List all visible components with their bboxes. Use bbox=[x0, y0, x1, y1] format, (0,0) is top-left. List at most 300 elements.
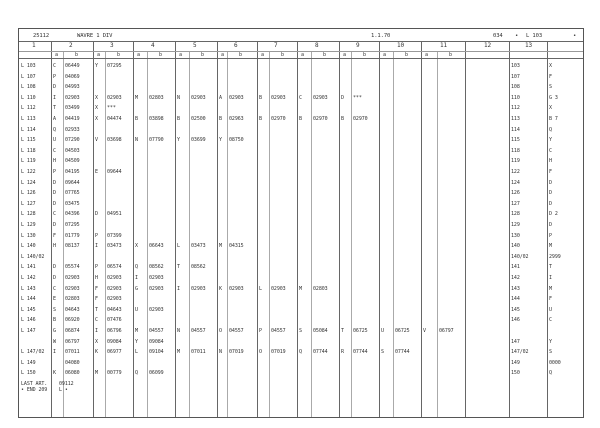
cell-code: D bbox=[53, 190, 56, 197]
cell-code: T bbox=[341, 328, 344, 334]
cell-value: 02903 bbox=[191, 285, 206, 292]
cell-code: M bbox=[95, 370, 98, 377]
cell-code: Y bbox=[95, 63, 98, 69]
column-divider bbox=[509, 41, 510, 417]
cell-value: 02500 bbox=[191, 116, 206, 122]
row-article: L 108 bbox=[21, 84, 36, 91]
cell-value: 04315 bbox=[229, 243, 244, 250]
row-ref: 130 bbox=[511, 232, 520, 239]
cell-value: 07790 bbox=[149, 137, 164, 144]
row-final: D 2 bbox=[549, 211, 558, 218]
column-number: 8 bbox=[315, 42, 319, 49]
cell-value: 07295 bbox=[107, 63, 122, 69]
cell-value: 02903 bbox=[107, 94, 122, 101]
cell-code: B bbox=[135, 116, 138, 122]
cell-code: O bbox=[259, 349, 262, 356]
row-ref: 143 bbox=[511, 285, 520, 292]
subcolumn-divider bbox=[351, 51, 352, 417]
cell-value: 00779 bbox=[107, 370, 122, 377]
cell-value: 02803 bbox=[65, 296, 80, 303]
cell-code: S bbox=[53, 306, 56, 313]
cell-value: 04503 bbox=[65, 147, 80, 154]
footer-tail: L • bbox=[59, 387, 68, 393]
cell-value: 08562 bbox=[191, 264, 206, 271]
cell-code: F bbox=[95, 285, 98, 292]
row-article: L 147/02 bbox=[21, 349, 45, 356]
row-final: C bbox=[549, 147, 552, 154]
cell-value: 02903 bbox=[65, 285, 80, 292]
row-ref: 140/02 bbox=[511, 253, 529, 260]
subcolumn-divider bbox=[63, 51, 64, 417]
cell-value: 02903 bbox=[107, 285, 122, 292]
column-number: 6 bbox=[234, 42, 238, 49]
row-ref: 118 bbox=[511, 147, 520, 154]
cell-code: P bbox=[53, 73, 56, 80]
row-ref: 127 bbox=[511, 200, 520, 207]
row-article: L 113 bbox=[21, 116, 36, 122]
cell-value: 03499 bbox=[65, 105, 80, 112]
cell-code: B bbox=[259, 116, 262, 122]
cell-code: M bbox=[135, 94, 138, 101]
cell-code: X bbox=[95, 94, 98, 101]
cell-value: 08562 bbox=[149, 264, 164, 271]
cell-value: 06796 bbox=[107, 328, 122, 334]
row-final: 0000 bbox=[549, 359, 561, 366]
row-final: Y bbox=[549, 137, 552, 144]
row-ref: 107 bbox=[511, 73, 520, 80]
cell-value: 04509 bbox=[65, 158, 80, 165]
sub-label-a: a bbox=[179, 52, 182, 58]
cell-code: B bbox=[259, 94, 262, 101]
row-article: L 140 bbox=[21, 243, 36, 250]
cell-code: K bbox=[95, 349, 98, 356]
cell-code: I bbox=[135, 275, 138, 281]
cell-code: A bbox=[53, 116, 56, 122]
row-article: L 119 bbox=[21, 158, 36, 165]
row-final: H bbox=[549, 158, 552, 165]
row-article: L 124 bbox=[21, 179, 36, 186]
cell-code: P bbox=[95, 264, 98, 271]
cell-code: T bbox=[95, 306, 98, 313]
cell-code: D bbox=[53, 275, 56, 281]
cell-code: Q bbox=[53, 126, 56, 133]
cell-code: B bbox=[177, 116, 180, 122]
cell-value: 02970 bbox=[313, 116, 328, 122]
sub-label-b: b bbox=[323, 52, 326, 58]
cell-code: S bbox=[381, 349, 384, 356]
cell-value: 04951 bbox=[107, 211, 122, 218]
cell-code: I bbox=[53, 349, 56, 356]
cell-code: L bbox=[135, 349, 138, 356]
cell-value: 02903 bbox=[149, 275, 164, 281]
row-final: F bbox=[549, 169, 552, 175]
column-number: 7 bbox=[274, 42, 278, 49]
row-final: U bbox=[549, 306, 552, 313]
sub-label-a: a bbox=[261, 52, 264, 58]
column-number: 13 bbox=[525, 42, 533, 49]
cell-value: 01779 bbox=[65, 232, 80, 239]
cell-value: 04419 bbox=[65, 116, 80, 122]
cell-code: C bbox=[53, 63, 56, 69]
sub-label-b: b bbox=[363, 52, 366, 58]
cell-value: 02903 bbox=[229, 94, 244, 101]
cell-code: M bbox=[177, 349, 180, 356]
cell-code: E bbox=[53, 296, 56, 303]
row-ref: 145 bbox=[511, 306, 520, 313]
cell-value: 05574 bbox=[65, 264, 80, 271]
row-final: B 7 bbox=[549, 116, 558, 122]
row-article: L 146 bbox=[21, 317, 36, 324]
cell-value: 04643 bbox=[107, 306, 122, 313]
column-divider bbox=[133, 41, 134, 417]
cell-code: O bbox=[219, 328, 222, 334]
cell-value: 03473 bbox=[191, 243, 206, 250]
cell-value: 06920 bbox=[65, 317, 80, 324]
column-divider bbox=[217, 41, 218, 417]
cell-code: H bbox=[53, 243, 56, 250]
row-ref: 140 bbox=[511, 243, 520, 250]
cell-code: P bbox=[95, 232, 98, 239]
row-article: L 127 bbox=[21, 200, 36, 207]
header-page: 034 bbox=[493, 33, 503, 39]
row-final: F bbox=[549, 73, 552, 80]
row-ref: 146 bbox=[511, 317, 520, 324]
cell-code: L bbox=[177, 243, 180, 250]
subcolumn-divider bbox=[189, 51, 190, 417]
cell-value: 02803 bbox=[313, 285, 328, 292]
cell-code: M bbox=[135, 328, 138, 334]
footer-end: • END 209 bbox=[21, 387, 48, 393]
row-final: 2999 bbox=[549, 253, 561, 260]
cell-value: 04396 bbox=[65, 211, 80, 218]
cell-value: 06725 bbox=[353, 328, 368, 334]
column-divider bbox=[93, 41, 94, 417]
cell-code: B bbox=[299, 116, 302, 122]
cell-code: K bbox=[219, 285, 222, 292]
column-divider bbox=[297, 41, 298, 417]
sub-label-a: a bbox=[343, 52, 346, 58]
row-article: L 149 bbox=[21, 359, 36, 366]
header-lot: L 103 bbox=[526, 33, 543, 39]
cell-value: 07744 bbox=[353, 349, 368, 356]
cell-code: C bbox=[53, 211, 56, 218]
row-article: L 140/02 bbox=[21, 253, 45, 260]
row-article: L 129 bbox=[21, 222, 36, 228]
cell-value: 08750 bbox=[229, 137, 244, 144]
cell-value: 05084 bbox=[313, 328, 328, 334]
cell-code: D bbox=[53, 264, 56, 271]
row-article: L 110 bbox=[21, 94, 36, 101]
row-ref: 126 bbox=[511, 190, 520, 197]
footer-value: 09112 bbox=[59, 381, 74, 387]
cell-code: F bbox=[95, 296, 98, 303]
cell-code: E bbox=[95, 169, 98, 175]
row-ref: 112 bbox=[511, 105, 520, 112]
cell-code: I bbox=[177, 285, 180, 292]
cell-value: 09084 bbox=[149, 338, 164, 345]
cell-value: 04643 bbox=[65, 306, 80, 313]
row-final: D bbox=[549, 190, 552, 197]
column-divider bbox=[257, 41, 258, 417]
row-final: Q bbox=[549, 370, 552, 377]
cell-code: X bbox=[95, 116, 98, 122]
subcolumn-divider bbox=[311, 51, 312, 417]
cell-value: 03698 bbox=[107, 137, 122, 144]
cell-code: U bbox=[381, 328, 384, 334]
cell-value: 02903 bbox=[229, 285, 244, 292]
cell-value: 02963 bbox=[229, 116, 244, 122]
cell-value: 06977 bbox=[107, 349, 122, 356]
subcolumn-divider bbox=[269, 51, 270, 417]
cell-value: 06080 bbox=[65, 370, 80, 377]
row-final: Q bbox=[549, 126, 552, 133]
row-article: L 107 bbox=[21, 73, 36, 80]
row-final: D bbox=[549, 200, 552, 207]
cell-value: 02903 bbox=[271, 94, 286, 101]
cell-value: 07019 bbox=[271, 349, 286, 356]
cell-value: *** bbox=[107, 105, 116, 112]
cell-value: 07295 bbox=[65, 222, 80, 228]
cell-value: 02903 bbox=[313, 94, 328, 101]
cell-code: X bbox=[135, 243, 138, 250]
column-divider bbox=[175, 41, 176, 417]
cell-value: 07290 bbox=[65, 137, 80, 144]
sub-label-a: a bbox=[301, 52, 304, 58]
cell-value: 02903 bbox=[65, 94, 80, 101]
cell-code: S bbox=[299, 328, 302, 334]
subcolumn-divider bbox=[393, 51, 394, 417]
sub-label-b: b bbox=[449, 52, 452, 58]
cell-value: 02903 bbox=[149, 306, 164, 313]
row-ref: 142 bbox=[511, 275, 520, 281]
cell-code: D bbox=[95, 211, 98, 218]
cell-code: X bbox=[95, 105, 98, 112]
cell-value: 04557 bbox=[271, 328, 286, 334]
cell-value: 04080 bbox=[65, 359, 80, 366]
ledger-sheet bbox=[18, 28, 584, 418]
cell-code: F bbox=[53, 232, 56, 239]
row-ref: 124 bbox=[511, 179, 520, 186]
row-article: L 142 bbox=[21, 275, 36, 281]
row-article: L 114 bbox=[21, 126, 36, 133]
row-ref: 147 bbox=[511, 338, 520, 345]
row-ref: 149 bbox=[511, 359, 520, 366]
sub-label-b: b bbox=[201, 52, 204, 58]
cell-code: N bbox=[135, 137, 138, 144]
row-ref: 129 bbox=[511, 222, 520, 228]
row-final: M bbox=[549, 285, 552, 292]
cell-code: I bbox=[95, 243, 98, 250]
row-ref: 147/02 bbox=[511, 349, 529, 356]
cell-code: A bbox=[219, 94, 222, 101]
cell-code: R bbox=[341, 349, 344, 356]
cell-code: Y bbox=[177, 137, 180, 144]
row-article: L 130 bbox=[21, 232, 36, 239]
cell-value: 04557 bbox=[191, 328, 206, 334]
cell-value: 07019 bbox=[229, 349, 244, 356]
cell-value: 04557 bbox=[149, 328, 164, 334]
cell-value: 06099 bbox=[149, 370, 164, 377]
cell-value: 04195 bbox=[65, 169, 80, 175]
row-final: X bbox=[549, 63, 552, 69]
cell-code: K bbox=[53, 370, 56, 377]
cell-value: 09644 bbox=[65, 179, 80, 186]
row-article: L 147 bbox=[21, 328, 36, 334]
cell-code: U bbox=[53, 137, 56, 144]
column-number: 1 bbox=[32, 42, 36, 49]
cell-code: C bbox=[299, 94, 302, 101]
cell-value: 02903 bbox=[65, 275, 80, 281]
cell-code: N bbox=[177, 328, 180, 334]
cell-code: B bbox=[219, 116, 222, 122]
row-article: L 145 bbox=[21, 306, 36, 313]
cell-code: U bbox=[135, 306, 138, 313]
cell-code: B bbox=[53, 317, 56, 324]
cell-value: 03898 bbox=[149, 116, 164, 122]
row-article: L 126 bbox=[21, 190, 36, 197]
cell-code: W bbox=[53, 338, 56, 345]
cell-value: 02933 bbox=[65, 126, 80, 133]
cell-value: 06574 bbox=[107, 264, 122, 271]
row-article: L 143 bbox=[21, 285, 36, 292]
cell-value: 04993 bbox=[65, 84, 80, 91]
column-number: 11 bbox=[440, 42, 448, 49]
row-ref: 103 bbox=[511, 63, 520, 69]
cell-value: 07744 bbox=[395, 349, 410, 356]
cell-value: 02970 bbox=[271, 116, 286, 122]
cell-code: P bbox=[53, 169, 56, 175]
header-line bbox=[19, 41, 583, 42]
sub-label-a: a bbox=[221, 52, 224, 58]
cell-code: T bbox=[53, 105, 56, 112]
cell-value: 04069 bbox=[65, 73, 80, 80]
row-final: M bbox=[549, 243, 552, 250]
sub-label-a: a bbox=[383, 52, 386, 58]
column-number: 10 bbox=[397, 42, 405, 49]
cell-code: N bbox=[219, 349, 222, 356]
row-final: F bbox=[549, 296, 552, 303]
cell-code: M bbox=[219, 243, 222, 250]
sub-label-a: a bbox=[137, 52, 140, 58]
row-article: L 144 bbox=[21, 296, 36, 303]
cell-value: 07399 bbox=[107, 232, 122, 239]
row-ref: 108 bbox=[511, 84, 520, 91]
sub-label-b: b bbox=[117, 52, 120, 58]
cell-value: 06643 bbox=[149, 243, 164, 250]
cell-code: H bbox=[95, 275, 98, 281]
cell-code: D bbox=[53, 179, 56, 186]
cell-code: I bbox=[95, 328, 98, 334]
row-ref: 144 bbox=[511, 296, 520, 303]
row-ref: 113 bbox=[511, 116, 520, 122]
row-article: L 112 bbox=[21, 105, 36, 112]
column-divider bbox=[339, 41, 340, 417]
subcolumn-divider bbox=[437, 51, 438, 417]
cell-code: N bbox=[177, 94, 180, 101]
footer-last-art: LAST ART. bbox=[21, 381, 48, 387]
sub-label-b: b bbox=[281, 52, 284, 58]
row-ref: 114 bbox=[511, 126, 520, 133]
subcolumn-divider bbox=[147, 51, 148, 417]
header-title: WAVRE 1 DIV bbox=[77, 33, 113, 39]
cell-code: T bbox=[177, 264, 180, 271]
row-final: C bbox=[549, 317, 552, 324]
row-final: P bbox=[549, 232, 552, 239]
header-ref: 25112 bbox=[33, 33, 50, 39]
cell-value: 02903 bbox=[271, 285, 286, 292]
cell-code: H bbox=[53, 158, 56, 165]
subcolumn-divider bbox=[227, 51, 228, 417]
row-final: S bbox=[549, 84, 552, 91]
row-article: L 141 bbox=[21, 264, 36, 271]
row-final: D bbox=[549, 179, 552, 186]
column-number: 9 bbox=[356, 42, 360, 49]
cell-code: D bbox=[53, 200, 56, 207]
column-divider bbox=[547, 41, 548, 417]
cell-code: D bbox=[53, 84, 56, 91]
cell-code: Q bbox=[135, 370, 138, 377]
cell-value: 09644 bbox=[107, 169, 122, 175]
cell-value: 09104 bbox=[149, 349, 164, 356]
cell-value: 02903 bbox=[107, 296, 122, 303]
cell-code: D bbox=[53, 222, 56, 228]
row-final: Y bbox=[549, 338, 552, 345]
cell-value: 07011 bbox=[191, 349, 206, 356]
row-final: I bbox=[549, 275, 552, 281]
cell-value: 03699 bbox=[191, 137, 206, 144]
row-final: D bbox=[549, 222, 552, 228]
row-final: G 3 bbox=[549, 94, 558, 101]
cell-value: 06725 bbox=[395, 328, 410, 334]
sub-label-b: b bbox=[159, 52, 162, 58]
row-final: S bbox=[549, 349, 552, 356]
cell-value: 07011 bbox=[65, 349, 80, 356]
header-dot: • bbox=[515, 33, 519, 39]
row-final: T bbox=[549, 264, 552, 271]
cell-value: 07476 bbox=[107, 317, 122, 324]
cell-code: Y bbox=[219, 137, 222, 144]
cell-code: V bbox=[95, 137, 98, 144]
cell-code: X bbox=[95, 338, 98, 345]
column-number: 2 bbox=[69, 42, 73, 49]
sub-label-a: a bbox=[55, 52, 58, 58]
column-number: 5 bbox=[193, 42, 197, 49]
cell-code: C bbox=[53, 147, 56, 154]
cell-value: 04474 bbox=[107, 116, 122, 122]
cell-code: P bbox=[259, 328, 262, 334]
cell-value: 02903 bbox=[149, 285, 164, 292]
sub-label-a: a bbox=[97, 52, 100, 58]
column-divider bbox=[465, 41, 466, 417]
cell-value: 09084 bbox=[107, 338, 122, 345]
cell-value: 02803 bbox=[149, 94, 164, 101]
cell-code: B bbox=[341, 116, 344, 122]
cell-code: L bbox=[259, 285, 262, 292]
cell-value: 08137 bbox=[65, 243, 80, 250]
sub-label-b: b bbox=[75, 52, 78, 58]
cell-code: Q bbox=[299, 349, 302, 356]
cell-code: Y bbox=[135, 338, 138, 345]
column-divider bbox=[421, 41, 422, 417]
column-divider bbox=[379, 41, 380, 417]
cell-code: C bbox=[53, 285, 56, 292]
subheader-line bbox=[19, 58, 583, 59]
cell-code: M bbox=[299, 285, 302, 292]
row-ref: 128 bbox=[511, 211, 520, 218]
cell-code: G bbox=[135, 285, 138, 292]
row-article: L 115 bbox=[21, 137, 36, 144]
cell-value: 03475 bbox=[65, 200, 80, 207]
